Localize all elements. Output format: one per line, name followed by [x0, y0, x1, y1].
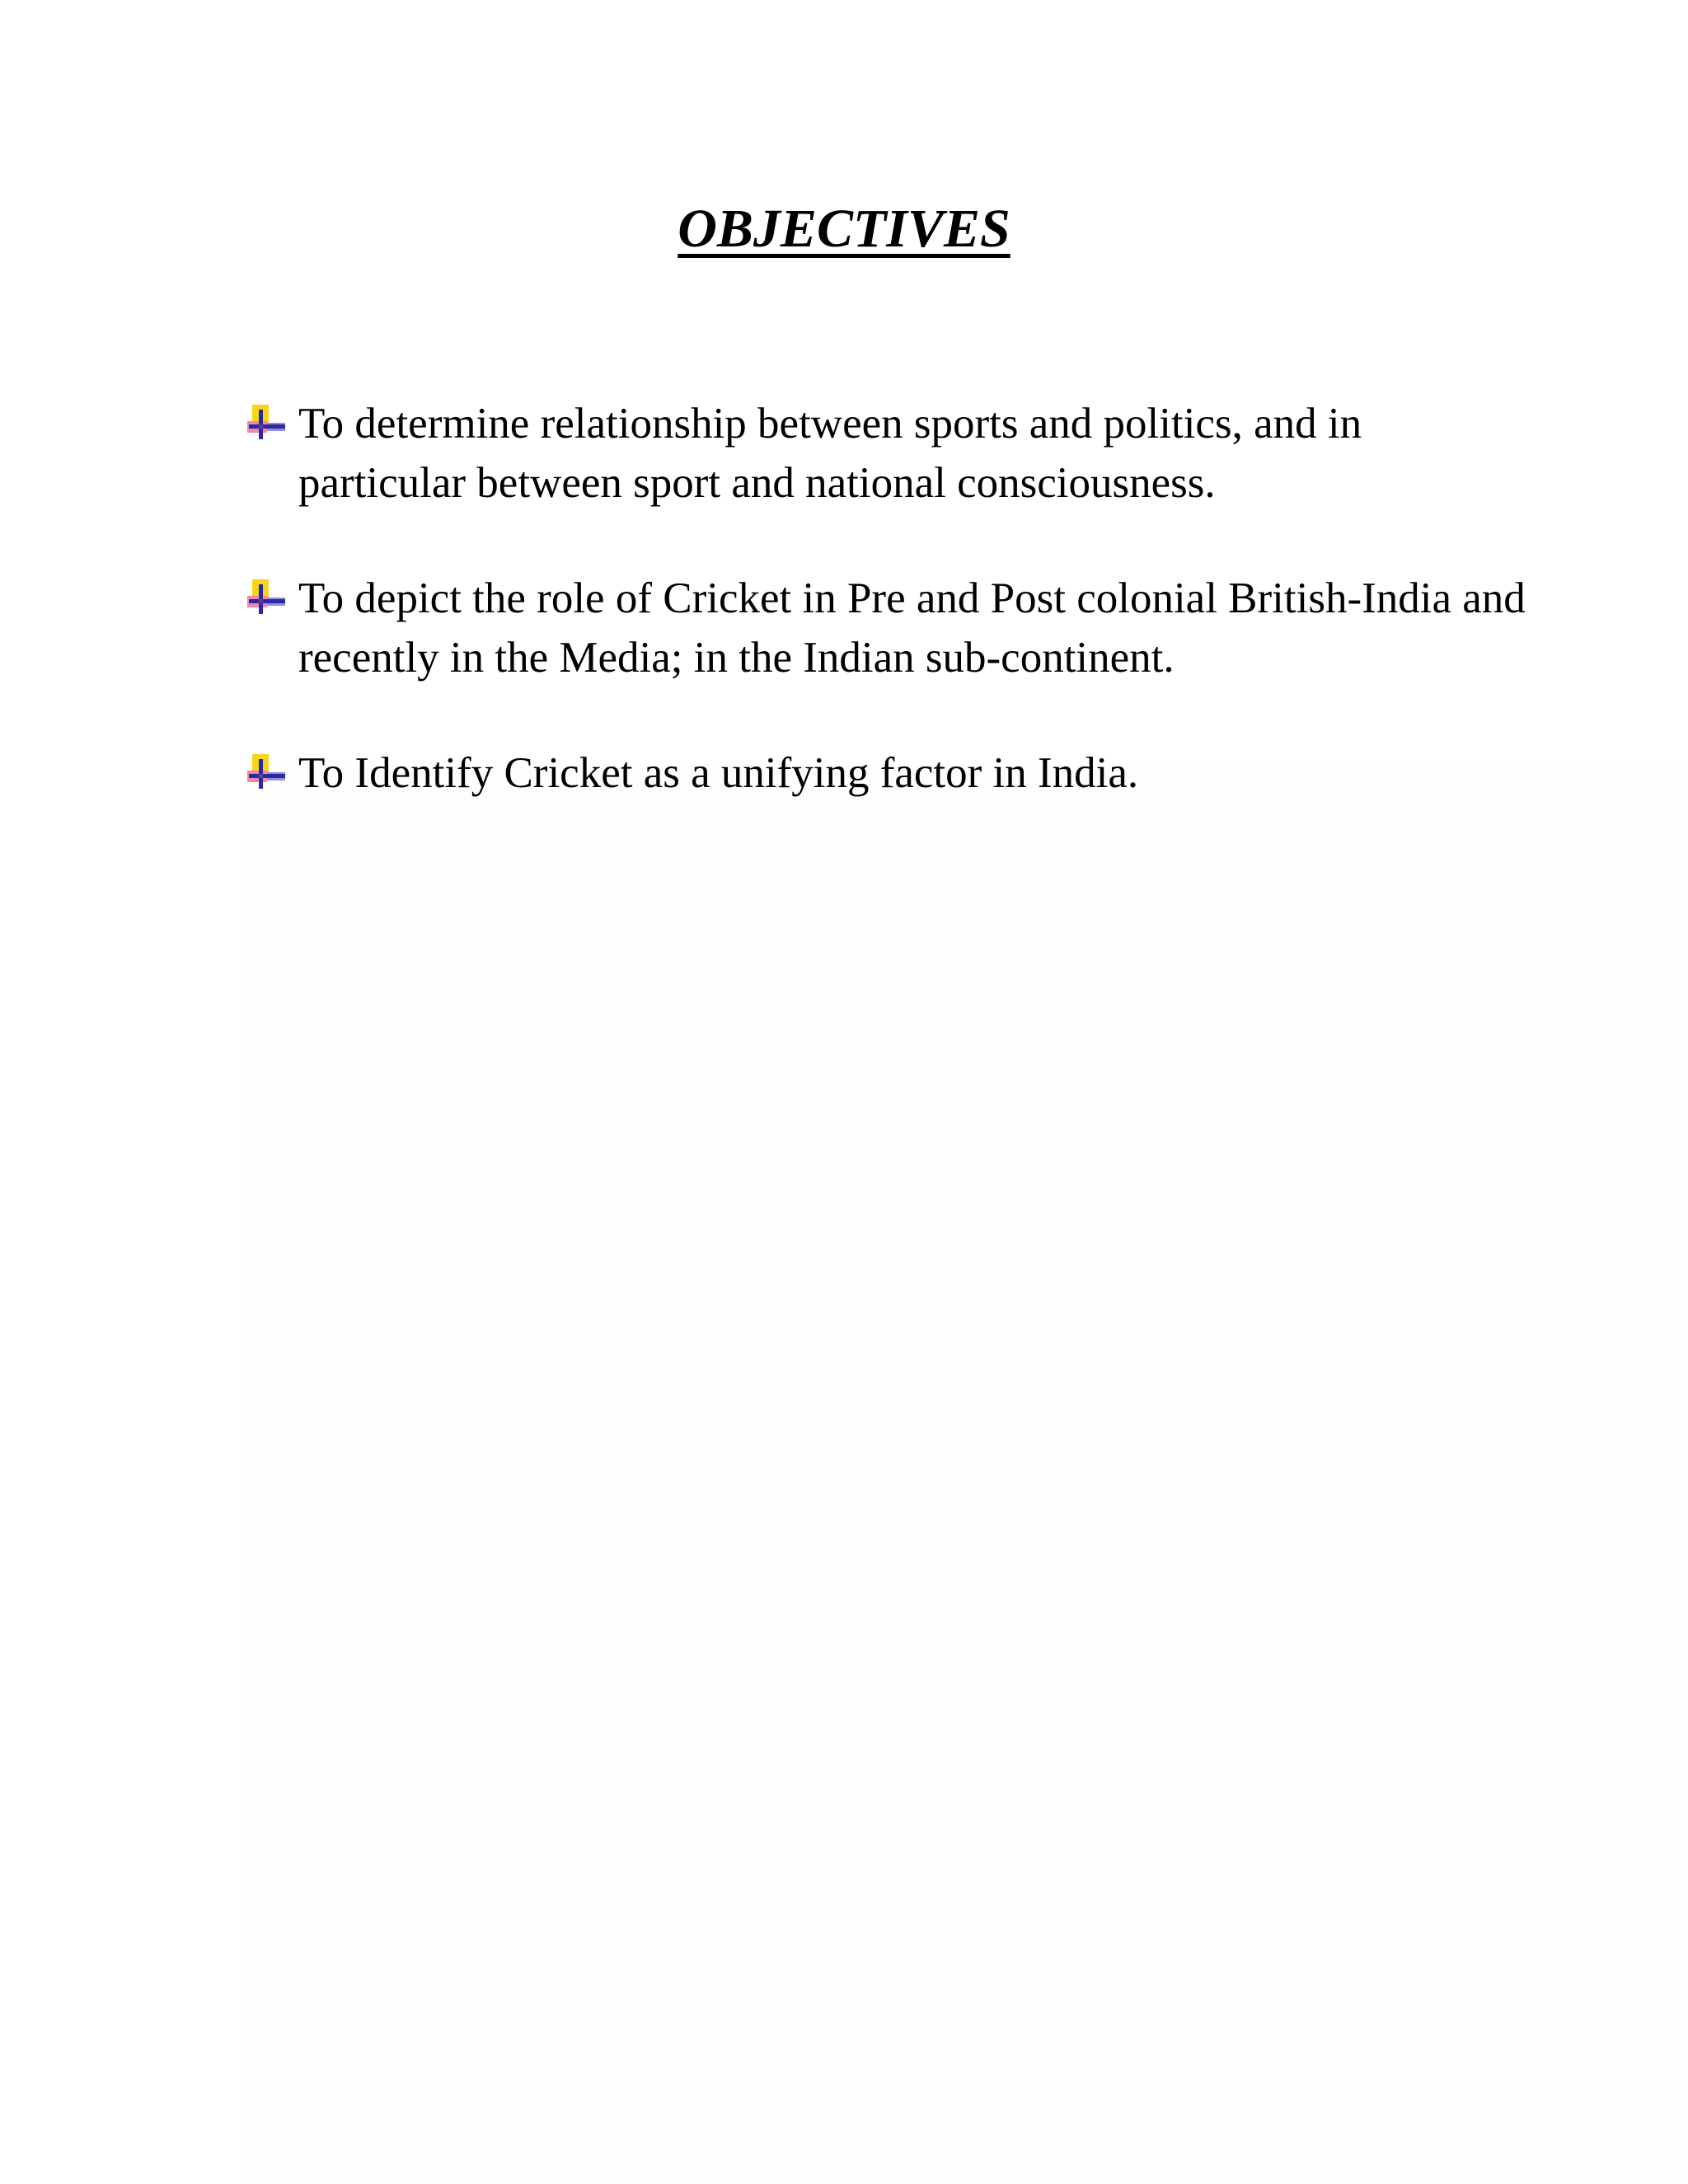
page-background [247, 766, 1688, 2184]
cross-plus-bullet-icon [247, 579, 287, 616]
cross-plus-bullet-icon [247, 754, 287, 790]
objective-text: To Identify Cricket as a unifying factor in India. [298, 749, 1139, 797]
list-item [247, 743, 1533, 803]
list-item [247, 394, 1533, 513]
objectives-list [247, 394, 1533, 859]
objective-text: To depict the role of Cricket in Pre and Post colonial British-India and recently in the Media; in the Indian sub-continent. [298, 574, 1526, 682]
objective-text: To determine relationship between sports and politics, and in particular between sport and national consciousness. [298, 400, 1362, 507]
list-item [247, 569, 1533, 687]
cross-plus-bullet-icon [247, 405, 287, 441]
page-title: OBJECTIVES [678, 199, 1010, 259]
